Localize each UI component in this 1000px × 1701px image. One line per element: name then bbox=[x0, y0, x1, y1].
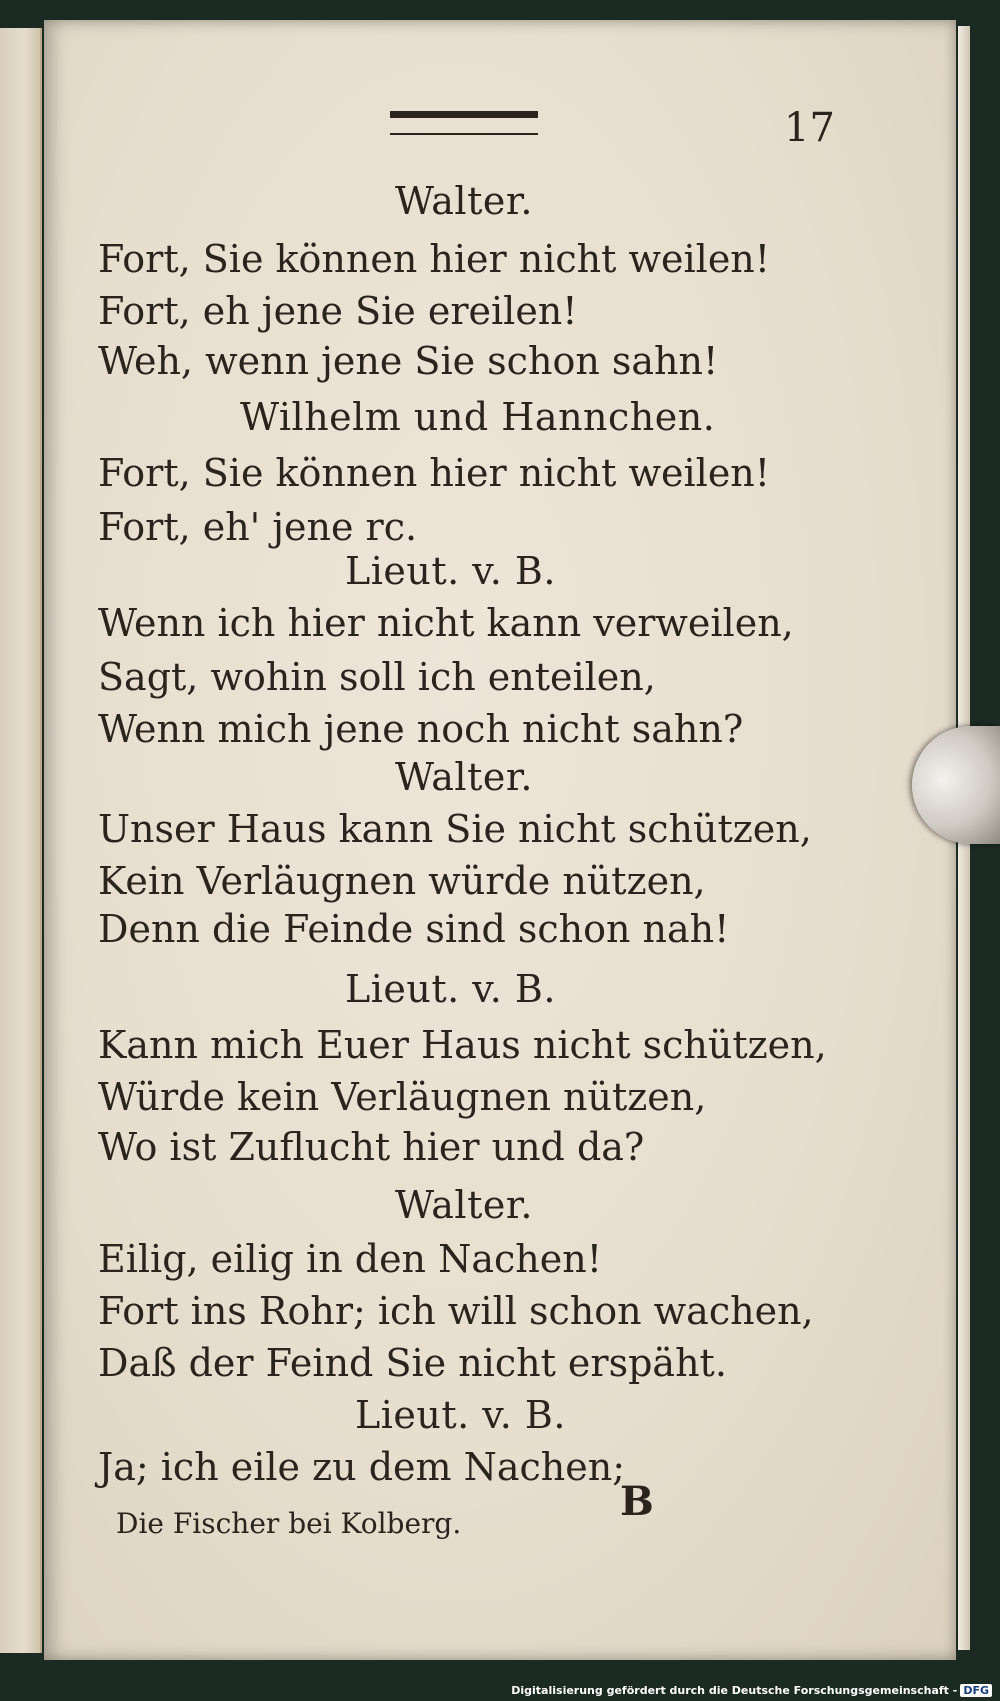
verse-line: Wo ist Zuflucht hier und da? bbox=[98, 1125, 645, 1169]
facing-page-edge bbox=[0, 28, 42, 1653]
page-number: 17 bbox=[784, 105, 835, 151]
header-rule-thick bbox=[390, 111, 538, 118]
speaker-heading: Walter. bbox=[395, 179, 533, 223]
running-footer-title: Die Fischer bei Kolberg. bbox=[116, 1507, 462, 1540]
speaker-heading: Walter. bbox=[395, 755, 533, 799]
verse-line: Weh, wenn jene Sie schon sahn! bbox=[98, 339, 719, 383]
verse-line: Wenn mich jene noch nicht sahn? bbox=[98, 707, 744, 751]
credit-text: Digitalisierung gefördert durch die Deutsche Forschungsgemeinschaft - bbox=[511, 1684, 958, 1697]
verse-line: Eilig, eilig in den Nachen! bbox=[98, 1237, 603, 1281]
dfg-logo: DFG bbox=[960, 1684, 992, 1697]
verse-line: Würde kein Verläugnen nützen, bbox=[98, 1075, 707, 1119]
verse-line: Fort, Sie können hier nicht weilen! bbox=[98, 451, 771, 495]
verse-line: Unser Haus kann Sie nicht schützen, bbox=[98, 807, 812, 851]
verse-line: Fort, eh jene Sie ereilen! bbox=[98, 289, 578, 333]
verse-line: Kein Verläugnen würde nützen, bbox=[98, 859, 706, 903]
speaker-heading: Lieut. v. B. bbox=[345, 549, 556, 593]
verse-line: Denn die Feinde sind schon nah! bbox=[98, 907, 730, 951]
verse-line: Fort, Sie können hier nicht weilen! bbox=[98, 237, 771, 281]
verse-line: Kann mich Euer Haus nicht schützen, bbox=[98, 1023, 827, 1067]
verse-line: Wenn ich hier nicht kann verweilen, bbox=[98, 601, 794, 645]
verse-line: Daß der Feind Sie nicht erspäht. bbox=[98, 1341, 727, 1385]
digitization-credit bbox=[511, 1684, 992, 1697]
speaker-heading: Lieut. v. B. bbox=[345, 967, 556, 1011]
verse-line: Ja; ich eile zu dem Nachen; bbox=[98, 1445, 626, 1489]
verse-line: Fort, eh' jene rc. bbox=[98, 505, 418, 549]
signature-mark: B bbox=[620, 1478, 654, 1525]
verse-line: Fort ins Rohr; ich will schon wachen, bbox=[98, 1289, 814, 1333]
verse-line: Sagt, wohin soll ich enteilen, bbox=[98, 655, 656, 699]
speaker-heading: Lieut. v. B. bbox=[355, 1393, 566, 1437]
header-rule-thin bbox=[390, 133, 538, 135]
speaker-heading: Walter. bbox=[395, 1183, 533, 1227]
speaker-heading: Wilhelm und Hannchen. bbox=[240, 395, 716, 439]
